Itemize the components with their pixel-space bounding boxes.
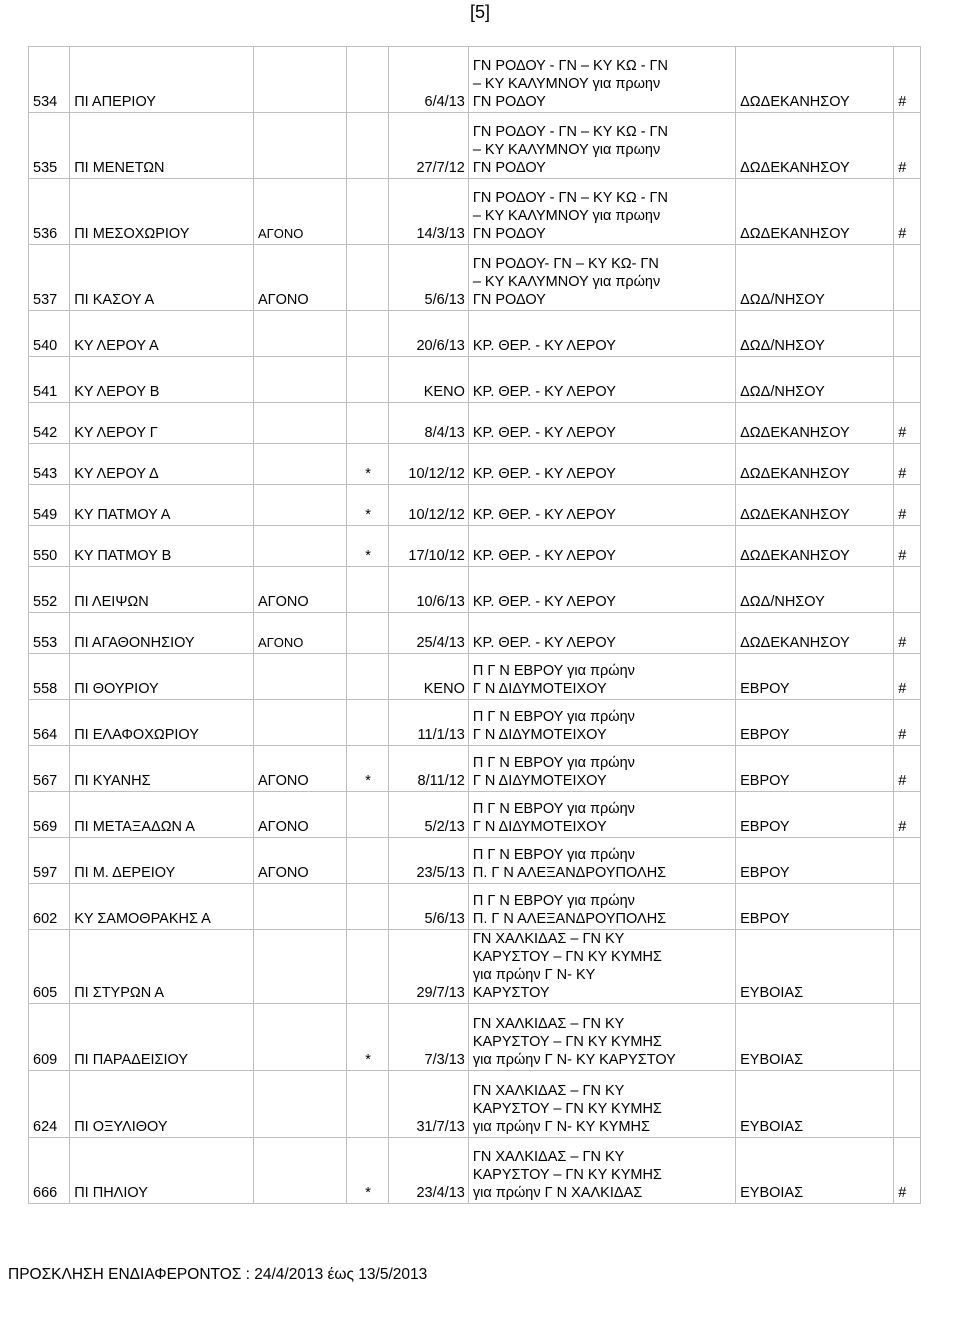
destination-line: ΚΡ. ΘΕΡ. - ΚΥ ΛΕΡΟΥ [472,635,616,651]
hash-marker: # [894,746,921,792]
hash-marker [894,357,921,403]
region-cell: ΕΒΡΟΥ [736,838,894,884]
agono-cell [253,792,347,838]
region-cell: ΔΩΔΕΚΑΝΗΣΟΥ [736,485,894,526]
star-marker [347,357,388,403]
agono-label: ΑΓΟΝΟ [257,819,309,835]
star-marker [347,792,388,838]
agono-cell [253,567,347,613]
agono-cell [253,526,347,567]
hospital-destination [468,838,735,884]
table-row [29,1071,921,1138]
position-name: ΚΥ ΛΕΡΟΥ Α [70,311,254,357]
agono-cell [253,884,347,930]
region-cell: ΔΩΔΕΚΑΝΗΣΟΥ [736,113,894,179]
position-name: ΠΙ ΜΕΝΕΤΩΝ [70,113,254,179]
hospital-destination [468,792,735,838]
table-row [29,567,921,613]
star-marker [347,47,388,113]
position-number: 558 [29,654,70,700]
position-name: ΠΙ ΠΗΛΙΟΥ [70,1138,254,1204]
hash-marker [894,245,921,311]
hash-marker: # [894,792,921,838]
agono-cell [253,746,347,792]
star-marker: * [347,444,388,485]
position-number: 535 [29,113,70,179]
agono-cell [253,485,347,526]
date-cell: 27/7/12 [388,113,468,179]
date-cell: 8/4/13 [388,403,468,444]
hospital-destination [468,113,735,179]
destination-line: για πρώην Γ Ν- ΚΥ ΚΥΜΗΣ [472,1119,650,1135]
destination-line: Π Γ Ν ΕΒΡΟΥ για πρώην [472,801,635,817]
positions-table [28,46,921,1204]
destination-line: Π Γ Ν ΕΒΡΟΥ για πρώην [472,847,635,863]
position-name: ΠΙ ΕΛΑΦΟΧΩΡΙΟΥ [70,700,254,746]
destination-line: ΓΝ ΧΑΛΚΙΔΑΣ – ΓΝ ΚΥ [472,1016,625,1032]
position-number: 602 [29,884,70,930]
page-number: [5] [469,2,490,22]
hash-marker [894,567,921,613]
position-number: 537 [29,245,70,311]
agono-label: ΑΓΟΝΟ [257,226,304,241]
position-name: ΚΥ ΛΕΡΟΥ Γ [70,403,254,444]
destination-line: ΓΝ ΧΑΛΚΙΔΑΣ – ΓΝ ΚΥ [472,1149,625,1165]
star-marker [347,179,388,245]
star-marker: * [347,1138,388,1204]
table-row [29,113,921,179]
region-cell: ΕΒΡΟΥ [736,792,894,838]
region-cell: ΔΩΔ/ΝΗΣΟΥ [736,357,894,403]
destination-line: ΓΝ ΡΟΔΟΥ - ΓΝ – ΚΥ ΚΩ - ΓΝ [472,124,669,140]
destination-line: για πρώην Γ Ν ΧΑΛΚΙΔΑΣ [472,1185,643,1201]
destination-line: Π Γ Ν ΕΒΡΟΥ για πρώην [472,755,635,771]
destination-line: – ΚΥ ΚΑΛΥΜΝΟΥ για πρωην [472,142,661,158]
position-number: 534 [29,47,70,113]
position-number: 536 [29,179,70,245]
position-name: ΠΙ ΘΟΥΡΙΟΥ [70,654,254,700]
agono-cell [253,311,347,357]
position-name: ΠΙ ΜΕΣΟΧΩΡΙΟΥ [70,179,254,245]
position-name: ΠΙ ΑΓΑΘΟΝΗΣΙΟΥ [70,613,254,654]
agono-cell [253,654,347,700]
date-cell: 17/10/12 [388,526,468,567]
star-marker: * [347,485,388,526]
table-row [29,838,921,884]
star-marker [347,113,388,179]
star-marker [347,311,388,357]
star-marker [347,930,388,1004]
hash-marker: # [894,444,921,485]
destination-line: Π Γ Ν ΕΒΡΟΥ για πρώην [472,893,635,909]
table-row [29,526,921,567]
destination-line: ΓΝ ΡΟΔΟΥ [472,160,546,176]
hospital-destination [468,567,735,613]
hospital-destination [468,526,735,567]
hospital-destination [468,357,735,403]
table-row [29,1004,921,1071]
hospital-destination [468,179,735,245]
destination-line: ΚΡ. ΘΕΡ. - ΚΥ ΛΕΡΟΥ [472,507,616,523]
destination-line: Π Γ Ν ΕΒΡΟΥ για πρώην [472,709,635,725]
star-marker [347,245,388,311]
destination-line: Γ Ν ΔΙΔΥΜΟΤΕΙΧΟΥ [472,819,607,835]
date-cell: ΚΕΝΟ [388,654,468,700]
hospital-destination [468,930,735,1004]
region-cell: ΔΩΔΕΚΑΝΗΣΟΥ [736,444,894,485]
destination-line: Π. Γ Ν ΑΛΕΞΑΝΔΡΟΥΠΟΛΗΣ [472,865,667,881]
position-number: 541 [29,357,70,403]
region-cell: ΔΩΔΕΚΑΝΗΣΟΥ [736,179,894,245]
date-cell: ΚΕΝΟ [388,357,468,403]
date-cell: 20/6/13 [388,311,468,357]
hash-marker [894,930,921,1004]
table-row [29,357,921,403]
hash-marker: # [894,403,921,444]
hospital-destination [468,613,735,654]
destination-line: ΓΝ ΡΟΔΟΥ - ΓΝ – ΚΥ ΚΩ - ΓΝ [472,190,669,206]
hash-marker [894,1004,921,1071]
hospital-destination [468,654,735,700]
agono-cell [253,245,347,311]
position-number: 597 [29,838,70,884]
agono-label: ΑΓΟΝΟ [257,865,309,881]
hospital-destination [468,1004,735,1071]
region-cell: ΔΩΔΕΚΑΝΗΣΟΥ [736,526,894,567]
hash-marker: # [894,47,921,113]
destination-line: ΓΝ ΧΑΛΚΙΔΑΣ – ΓΝ ΚΥ [472,931,625,947]
position-number: 550 [29,526,70,567]
position-number: 549 [29,485,70,526]
destination-line: Γ Ν ΔΙΔΥΜΟΤΕΙΧΟΥ [472,727,607,743]
date-cell: 7/3/13 [388,1004,468,1071]
region-cell: ΔΩΔΕΚΑΝΗΣΟΥ [736,613,894,654]
star-marker [347,613,388,654]
destination-line: για πρώην Γ Ν- ΚΥ [472,967,596,983]
destination-line: Γ Ν ΔΙΔΥΜΟΤΕΙΧΟΥ [472,773,607,789]
hash-marker [894,884,921,930]
star-marker: * [347,1004,388,1071]
destination-line: ΓΝ ΡΟΔΟΥ [472,292,546,308]
position-name: ΠΙ ΟΞΥΛΙΘΟΥ [70,1071,254,1138]
position-name: ΚΥ ΛΕΡΟΥ Δ [70,444,254,485]
region-cell: ΕΒΡΟΥ [736,700,894,746]
destination-line: – ΚΥ ΚΑΛΥΜΝΟΥ για πρωην [472,208,661,224]
region-cell: ΕΒΡΟΥ [736,654,894,700]
hash-marker: # [894,700,921,746]
hash-marker [894,1071,921,1138]
region-cell: ΔΩΔ/ΝΗΣΟΥ [736,245,894,311]
hash-marker: # [894,113,921,179]
position-number: 543 [29,444,70,485]
date-cell: 11/1/13 [388,700,468,746]
hospital-destination [468,311,735,357]
position-number: 569 [29,792,70,838]
star-marker: * [347,526,388,567]
hospital-destination [468,403,735,444]
agono-label: ΑΓΟΝΟ [257,635,304,650]
date-cell: 23/4/13 [388,1138,468,1204]
date-cell: 8/11/12 [388,746,468,792]
date-cell: 5/6/13 [388,245,468,311]
date-cell: 23/5/13 [388,838,468,884]
agono-cell [253,47,347,113]
position-name: ΠΙ ΜΕΤΑΞΑΔΩΝ Α [70,792,254,838]
date-cell: 6/4/13 [388,47,468,113]
table-row [29,746,921,792]
destination-line: ΚΑΡΥΣΤΟΥ – ΓΝ ΚΥ ΚΥΜΗΣ [472,1034,662,1050]
table-row [29,930,921,1004]
position-number: 564 [29,700,70,746]
position-name: ΠΙ ΠΑΡΑΔΕΙΣΙΟΥ [70,1004,254,1071]
region-cell: ΔΩΔΕΚΑΝΗΣΟΥ [736,403,894,444]
hash-marker [894,311,921,357]
agono-cell [253,357,347,403]
position-number: 624 [29,1071,70,1138]
destination-line: ΓΝ ΧΑΛΚΙΔΑΣ – ΓΝ ΚΥ [472,1083,625,1099]
agono-cell [253,838,347,884]
position-name: ΚΥ ΠΑΤΜΟΥ Α [70,485,254,526]
position-name: ΠΙ ΚΥΑΝΗΣ [70,746,254,792]
destination-line: – ΚΥ ΚΑΛΥΜΝΟΥ για πρωην [472,76,661,92]
star-marker: * [347,746,388,792]
position-number: 552 [29,567,70,613]
position-number: 553 [29,613,70,654]
position-name: ΚΥ ΠΑΤΜΟΥ Β [70,526,254,567]
agono-cell [253,930,347,1004]
hospital-destination [468,700,735,746]
star-marker [347,1071,388,1138]
invitation-footer: ΠΡΟΣΚΛΗΣΗ ΕΝΔΙΑΦΕΡΟΝΤΟΣ : 24/4/2013 έως 13/5/2013 [8,1266,428,1283]
agono-label: ΑΓΟΝΟ [257,773,309,789]
destination-line: – ΚΥ ΚΑΛΥΜΝΟΥ για πρώην [472,274,661,290]
region-cell: ΕΒΡΟΥ [736,746,894,792]
agono-cell [253,1004,347,1071]
position-number: 567 [29,746,70,792]
agono-cell [253,403,347,444]
position-number: 609 [29,1004,70,1071]
table-row [29,485,921,526]
destination-line: για πρώην Γ Ν- ΚΥ ΚΑΡΥΣΤΟΥ [472,1052,676,1068]
table-row [29,700,921,746]
hospital-destination [468,485,735,526]
position-number: 666 [29,1138,70,1204]
agono-label: ΑΓΟΝΟ [257,594,309,610]
agono-cell [253,1138,347,1204]
position-number: 542 [29,403,70,444]
position-name: ΠΙ ΛΕΙΨΩΝ [70,567,254,613]
table-row [29,884,921,930]
hash-marker: # [894,179,921,245]
position-number: 605 [29,930,70,1004]
agono-cell [253,113,347,179]
region-cell: ΔΩΔΕΚΑΝΗΣΟΥ [736,47,894,113]
destination-line: ΓΝ ΡΟΔΟΥ - ΓΝ – ΚΥ ΚΩ - ΓΝ [472,58,669,74]
position-name: ΠΙ ΑΠΕΡΙΟΥ [70,47,254,113]
destination-line: ΚΡ. ΘΕΡ. - ΚΥ ΛΕΡΟΥ [472,425,616,441]
hospital-destination [468,884,735,930]
agono-cell [253,700,347,746]
table-row [29,1138,921,1204]
destination-line: ΚΡ. ΘΕΡ. - ΚΥ ΛΕΡΟΥ [472,338,616,354]
destination-line: ΚΡ. ΘΕΡ. - ΚΥ ΛΕΡΟΥ [472,466,616,482]
table-row [29,47,921,113]
date-cell: 10/12/12 [388,444,468,485]
table-row [29,654,921,700]
hash-marker: # [894,654,921,700]
hospital-destination [468,245,735,311]
date-cell: 29/7/13 [388,930,468,1004]
date-cell: 10/6/13 [388,567,468,613]
region-cell: ΕΥΒΟΙΑΣ [736,1004,894,1071]
star-marker [347,838,388,884]
destination-line: ΚΑΡΥΣΤΟΥ [472,985,550,1001]
destination-line: ΓΝ ΡΟΔΟΥ- ΓΝ – ΚΥ ΚΩ- ΓΝ [472,256,659,272]
destination-line: Γ Ν ΔΙΔΥΜΟΤΕΙΧΟΥ [472,681,607,697]
agono-cell [253,613,347,654]
region-cell: ΕΥΒΟΙΑΣ [736,1138,894,1204]
position-number: 540 [29,311,70,357]
destination-line: Π Γ Ν ΕΒΡΟΥ για πρώην [472,663,635,679]
region-cell: ΕΥΒΟΙΑΣ [736,1071,894,1138]
table-row [29,179,921,245]
agono-cell [253,444,347,485]
destination-line: ΚΡ. ΘΕΡ. - ΚΥ ΛΕΡΟΥ [472,384,616,400]
date-cell: 5/2/13 [388,792,468,838]
destination-line: ΓΝ ΡΟΔΟΥ [472,226,546,242]
agono-label: ΑΓΟΝΟ [257,292,309,308]
hospital-destination [468,1138,735,1204]
star-marker [347,884,388,930]
hash-marker: # [894,1138,921,1204]
position-name: ΚΥ ΣΑΜΟΘΡΑΚΗΣ Α [70,884,254,930]
destination-line: ΚΑΡΥΣΤΟΥ – ΓΝ ΚΥ ΚΥΜΗΣ [472,1167,662,1183]
region-cell: ΔΩΔ/ΝΗΣΟΥ [736,567,894,613]
positions-table-body [29,47,921,1204]
star-marker [347,567,388,613]
destination-line: ΚΡ. ΘΕΡ. - ΚΥ ΛΕΡΟΥ [472,548,616,564]
agono-cell [253,1071,347,1138]
table-row [29,792,921,838]
position-name: ΠΙ Μ. ΔΕΡΕΙΟΥ [70,838,254,884]
hospital-destination [468,444,735,485]
region-cell: ΔΩΔ/ΝΗΣΟΥ [736,311,894,357]
table-row [29,311,921,357]
region-cell: ΕΥΒΟΙΑΣ [736,930,894,1004]
position-name: ΠΙ ΚΑΣΟΥ Α [70,245,254,311]
date-cell: 5/6/13 [388,884,468,930]
region-cell: ΕΒΡΟΥ [736,884,894,930]
hash-marker: # [894,526,921,567]
hash-marker: # [894,613,921,654]
hospital-destination [468,746,735,792]
agono-cell [253,179,347,245]
destination-line: ΚΑΡΥΣΤΟΥ – ΓΝ ΚΥ ΚΥΜΗΣ [472,1101,662,1117]
position-name: ΚΥ ΛΕΡΟΥ Β [70,357,254,403]
date-cell: 10/12/12 [388,485,468,526]
table-row [29,403,921,444]
destination-line: ΚΑΡΥΣΤΟΥ – ΓΝ ΚΥ ΚΥΜΗΣ [472,949,662,965]
hospital-destination [468,1071,735,1138]
hash-marker: # [894,485,921,526]
hospital-destination [468,47,735,113]
table-row [29,613,921,654]
date-cell: 25/4/13 [388,613,468,654]
hash-marker [894,838,921,884]
destination-line: ΓΝ ΡΟΔΟΥ [472,94,546,110]
table-row [29,245,921,311]
date-cell: 31/7/13 [388,1071,468,1138]
star-marker [347,403,388,444]
date-cell: 14/3/13 [388,179,468,245]
table-row [29,444,921,485]
destination-line: Π. Γ Ν ΑΛΕΞΑΝΔΡΟΥΠΟΛΗΣ [472,911,667,927]
star-marker [347,654,388,700]
destination-line: ΚΡ. ΘΕΡ. - ΚΥ ΛΕΡΟΥ [472,594,616,610]
star-marker [347,700,388,746]
position-name: ΠΙ ΣΤΥΡΩΝ Α [70,930,254,1004]
